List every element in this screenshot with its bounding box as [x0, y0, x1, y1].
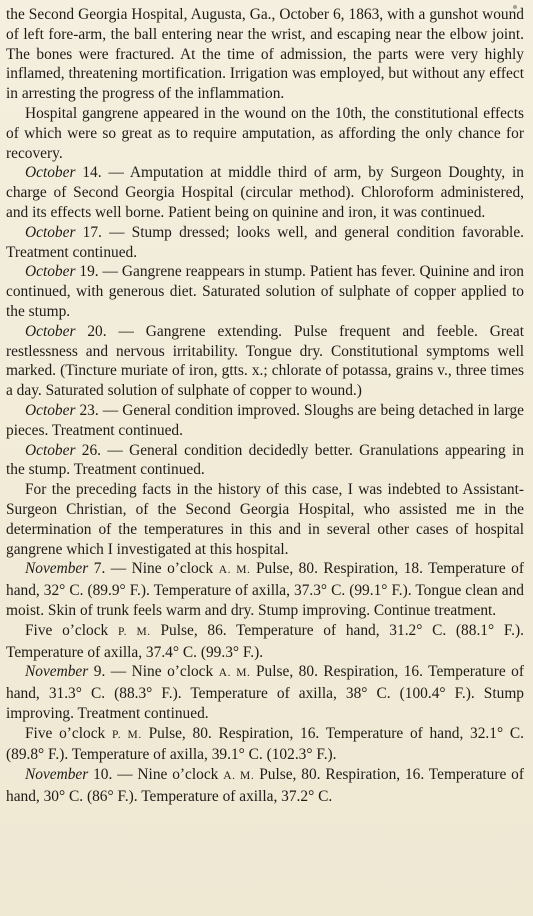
paragraph-acknowledgement: For the preceding facts in the history of this case, I was indebted to Assistant-Surgeon Christian, of the Second Georgia Hospital, who assisted me in the determination of the temperatures in this and in several other cases of hospital gangrene which I investigated at this hospital. — [6, 481, 524, 558]
entry-november-7-morning: November 7. — Nine o’clock A. M. Pulse, 80. Respiration, 18. Temperature of hand, 32° C. (89.9° F.). Temperature of axilla, 37.3° C. (99.1° F.). Tongue clean and moist. Skin of trunk feels warm and dry. Stump improving. Continue treatment. — [6, 560, 524, 619]
entry-november-10-morning: November 10. — Nine o’clock A. M. Pulse, 80. Respiration, 16. Temperature of hand, 30° C. (86° F.). Temperature of axilla, 37.2° C. — [6, 766, 524, 806]
entry-october-14: October 14. — Amputation at middle third of arm, by Surgeon Doughty, in charge of Second Georgia Hospital (circular method). Chloroform administered, and its effects well borne. Patient being on quinine and iron, it was continued. — [6, 164, 524, 221]
time-of-day: A. M. — [218, 564, 251, 577]
entry-october-26: October 26. — General condition decidedly better. Granulations appearing in the stump. Treatment continued. — [6, 441, 524, 479]
entry-date: November — [25, 560, 89, 578]
case-history-text — [6, 5, 524, 807]
entry-october-19: October 19. — Gangrene reappears in stump. Patient has fever. Quinine and iron continued, with generous diet. Saturated solution of sulphate of copper applied to the stump. — [6, 263, 524, 320]
entry-date: November — [25, 766, 89, 784]
entry-date: October — [25, 322, 76, 340]
entry-date: October — [25, 441, 76, 459]
entry-date: October — [25, 263, 76, 281]
entry-november-9-evening: Five o’clock P. M. Pulse, 80. Respiration, 16. Temperature of hand, 32.1° C. (89.8° F.). Temperature of axilla, 39.1° C. (102.3° F.). — [6, 724, 524, 764]
entry-date: November — [25, 663, 89, 681]
entry-october-20: October 20. — Gangrene extending. Pulse frequent and feeble. Great restlessness and nervous irritability. Tongue dry. Constitutional symptoms well marked. (Tincture muriate of iron, gtts. x.; chlorate of potassa, grains v., three times a day. Saturated solution of sulphate of copper to wound.) — [6, 322, 524, 400]
paragraph-admission: the Second Georgia Hospital, Augusta, Ga., October 6, 1863, with a gunshot wound of left fore-arm, the ball entering near the wrist, and escaping near the elbow joint. The bones were fractured. At the time of admission, the parts were very highly inflamed, threatening mortification. Irrigation was employed, but without any effect in arresting the progress of the inflammation. — [6, 6, 524, 103]
entry-november-7-evening: Five o’clock P. M. Pulse, 86. Temperature of hand, 31.2° C. (88.1° F.). Temperature of axilla, 37.4° C. (99.3° F.). — [6, 621, 524, 661]
time-of-day: A. M. — [218, 667, 251, 680]
time-of-day: A. M. — [223, 770, 255, 783]
entry-date: October — [25, 223, 76, 241]
time-of-day: P. M. — [117, 625, 151, 638]
entry-date: October — [25, 401, 76, 419]
paragraph-gangrene: Hospital gangrene appeared in the wound on the 10th, the constitutional effects of which were so great as to require amputation, as affording the only chance for recovery. — [6, 104, 524, 162]
entry-october-23: October 23. — General condition improved. Sloughs are being detached in large pieces. Treatment continued. — [6, 401, 524, 439]
entry-october-17: October 17. — Stump dressed; looks well, and general condition favorable. Treatment continued. — [6, 223, 524, 261]
time-of-day: P. M. — [111, 728, 142, 741]
entry-date: October — [25, 164, 76, 182]
entry-november-9-morning: November 9. — Nine o’clock A. M. Pulse, 80. Respiration, 16. Temperature of hand, 31.3° C. (88.3° F.). Temperature of axilla, 38° C. (100.4° F.). Stump improving. Treatment continued. — [6, 663, 524, 722]
